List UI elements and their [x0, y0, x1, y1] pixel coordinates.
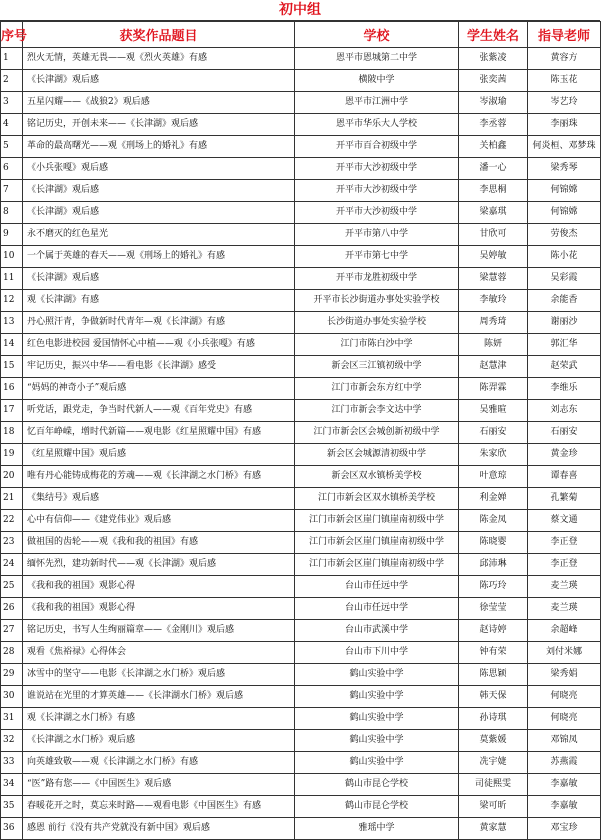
header-work: 获奖作品题目	[23, 22, 295, 48]
student-name: 梁慧蓉	[459, 268, 528, 290]
table-row	[1, 422, 601, 444]
school-name: 江门市新会区会城创新初级中学	[295, 422, 459, 444]
student-name: 徐莹莹	[459, 598, 528, 620]
student-name: 梁可昕	[459, 796, 528, 818]
table-body	[1, 48, 601, 840]
student-name: 吴雅暄	[459, 400, 528, 422]
header-school: 学校	[295, 22, 459, 48]
work-title: 一个属于英雄的春天——观《刑场上的婚礼》有感	[23, 246, 295, 268]
header-row	[1, 22, 601, 48]
school-name: 江门市新会区崖门镇崖南初级中学	[295, 510, 459, 532]
teacher-name: 李维乐	[528, 378, 601, 400]
table-row	[1, 466, 601, 488]
table-row	[1, 378, 601, 400]
table-row	[1, 576, 601, 598]
work-title: 唯有丹心能铸成梅花的芳魂——观《长津湖之水门桥》有感	[23, 466, 295, 488]
teacher-name: 麦兰瑛	[528, 598, 601, 620]
table-row	[1, 400, 601, 422]
teacher-name: 李嘉敏	[528, 774, 601, 796]
school-name: 开平市大沙初级中学	[295, 202, 459, 224]
school-name: 开平市大沙初级中学	[295, 158, 459, 180]
row-number: 32	[1, 730, 23, 752]
student-name: 赵诗婷	[459, 620, 528, 642]
work-title: 《我和我的祖国》观影心得	[23, 598, 295, 620]
row-number: 9	[1, 224, 23, 246]
student-name: 利金婵	[459, 488, 528, 510]
school-name: 台山市任远中学	[295, 576, 459, 598]
student-name: 黄家慧	[459, 818, 528, 840]
teacher-name: 刘付米娜	[528, 642, 601, 664]
row-number: 22	[1, 510, 23, 532]
work-title: 做祖国的齿轮——观《我和我的祖国》有感	[23, 532, 295, 554]
teacher-name: 何锦嫦	[528, 202, 601, 224]
student-name: 张紫凌	[459, 48, 528, 70]
work-title: 春暖花开之时，莫忘来时路——观看电影《中国医生》有感	[23, 796, 295, 818]
table-row	[1, 158, 601, 180]
row-number: 16	[1, 378, 23, 400]
school-name: 长沙街道办事处实验学校	[295, 312, 459, 334]
row-number: 15	[1, 356, 23, 378]
teacher-name: 余能香	[528, 290, 601, 312]
teacher-name: 陈小花	[528, 246, 601, 268]
work-title: 听党话，跟党走，争当时代新人——观《百年党史》有感	[23, 400, 295, 422]
student-name: 周秀琦	[459, 312, 528, 334]
student-name: 陈金凤	[459, 510, 528, 532]
header-no: 序号	[1, 22, 23, 48]
teacher-name: 余超峰	[528, 620, 601, 642]
work-title: 缅怀先烈，建功新时代——观《长津湖》观后感	[23, 554, 295, 576]
row-number: 33	[1, 752, 23, 774]
student-name: 冼宇婕	[459, 752, 528, 774]
work-title: 感恩 前行《没有共产党就没有新中国》观后感	[23, 818, 295, 840]
work-title: 铭记历史，开创未来——《长津湖》观后感	[23, 114, 295, 136]
work-title: 革命的最高曙光——观《刑场上的婚礼》有感	[23, 136, 295, 158]
row-number: 31	[1, 708, 23, 730]
student-name: 潘一心	[459, 158, 528, 180]
school-name: 恩平市恩城第二中学	[295, 48, 459, 70]
table-row	[1, 598, 601, 620]
award-table	[0, 21, 601, 840]
work-title: “妈妈的神奇小子”观后感	[23, 378, 295, 400]
student-name: 陈妍	[459, 334, 528, 356]
table-row	[1, 510, 601, 532]
teacher-name: 孔繁菊	[528, 488, 601, 510]
row-number: 18	[1, 422, 23, 444]
teacher-name: 岑艺玲	[528, 92, 601, 114]
row-number: 10	[1, 246, 23, 268]
work-title: 永不磨灭的红色星光	[23, 224, 295, 246]
work-title: 铭记历史，书写人生绚丽篇章——《金刚川》观后感	[23, 620, 295, 642]
table-row	[1, 488, 601, 510]
school-name: 恩平市江洲中学	[295, 92, 459, 114]
row-number: 27	[1, 620, 23, 642]
table-row	[1, 620, 601, 642]
table-row	[1, 752, 601, 774]
student-name: 赵慧津	[459, 356, 528, 378]
school-name: 鹤山市昆仑学校	[295, 774, 459, 796]
teacher-name: 李正登	[528, 554, 601, 576]
teacher-name: 邓锦凤	[528, 730, 601, 752]
teacher-name: 吴彩霞	[528, 268, 601, 290]
school-name: 江门市新会区崖门镇崖南初级中学	[295, 532, 459, 554]
row-number: 19	[1, 444, 23, 466]
work-title: 《小兵张嘎》观后感	[23, 158, 295, 180]
student-name: 李敏玲	[459, 290, 528, 312]
school-name: 开平市第八中学	[295, 224, 459, 246]
work-title: 忆百年峥嵘，增时代新篇——观电影《红星照耀中国》有感	[23, 422, 295, 444]
school-name: 开平市大沙初级中学	[295, 180, 459, 202]
table-row	[1, 334, 601, 356]
table-row	[1, 730, 601, 752]
work-title: 红色电影进校园 爱国情怀心中植——观《小兵张嘎》有感	[23, 334, 295, 356]
student-name: 司徒熙雯	[459, 774, 528, 796]
school-name: 鹤山实验中学	[295, 664, 459, 686]
work-title: 牢记历史，振兴中华——看电影《长津湖》感受	[23, 356, 295, 378]
table-row	[1, 92, 601, 114]
student-name: 陈羿霖	[459, 378, 528, 400]
table-row	[1, 356, 601, 378]
student-name: 石丽安	[459, 422, 528, 444]
work-title: 向英雄致敬——观《长津湖之水门桥》有感	[23, 752, 295, 774]
school-name: 新会区会城源清初级中学	[295, 444, 459, 466]
student-name: 朱家欣	[459, 444, 528, 466]
row-number: 11	[1, 268, 23, 290]
teacher-name: 邓宝珍	[528, 818, 601, 840]
school-name: 鹤山实验中学	[295, 708, 459, 730]
student-name: 李丞蓉	[459, 114, 528, 136]
row-number: 36	[1, 818, 23, 840]
row-number: 20	[1, 466, 23, 488]
table-row	[1, 290, 601, 312]
work-title: “医”路有您——《中国医生》观后感	[23, 774, 295, 796]
work-title: 观《长津湖》有感	[23, 290, 295, 312]
table-row	[1, 224, 601, 246]
student-name: 岑淑瑜	[459, 92, 528, 114]
student-name: 邱沛琳	[459, 554, 528, 576]
school-name: 开平市长沙街道办事处实验学校	[295, 290, 459, 312]
row-number: 17	[1, 400, 23, 422]
table-row	[1, 180, 601, 202]
school-name: 雅瑶中学	[295, 818, 459, 840]
student-name: 梁嘉琪	[459, 202, 528, 224]
student-name: 陈思颖	[459, 664, 528, 686]
school-name: 江门市陈白沙中学	[295, 334, 459, 356]
row-number: 29	[1, 664, 23, 686]
table-row	[1, 686, 601, 708]
work-title: 谁说站在光里的才算英雄——《长津湖水门桥》观后感	[23, 686, 295, 708]
table-row	[1, 202, 601, 224]
school-name: 台山市武溪中学	[295, 620, 459, 642]
school-name: 江门市新会区双水镇桥美学校	[295, 488, 459, 510]
student-name: 关柏鑫	[459, 136, 528, 158]
student-name: 钟有荣	[459, 642, 528, 664]
table-row	[1, 48, 601, 70]
school-name: 新会区三江镇初级中学	[295, 356, 459, 378]
work-title: 《长津湖》观后感	[23, 70, 295, 92]
table-row	[1, 312, 601, 334]
teacher-name: 郭汇华	[528, 334, 601, 356]
teacher-name: 梁秀娟	[528, 664, 601, 686]
row-number: 25	[1, 576, 23, 598]
row-number: 24	[1, 554, 23, 576]
row-number: 7	[1, 180, 23, 202]
student-name: 叶意琼	[459, 466, 528, 488]
teacher-name: 黄容方	[528, 48, 601, 70]
table-row	[1, 136, 601, 158]
table-row	[1, 554, 601, 576]
teacher-name: 谢丽沙	[528, 312, 601, 334]
student-name: 吴婷敏	[459, 246, 528, 268]
student-name: 陈晓婴	[459, 532, 528, 554]
table-row	[1, 70, 601, 92]
work-title: 《长津湖之水门桥》观后感	[23, 730, 295, 752]
work-title: 《长津湖》观后感	[23, 202, 295, 224]
table-row	[1, 774, 601, 796]
teacher-name: 劳俊杰	[528, 224, 601, 246]
table-row	[1, 114, 601, 136]
row-number: 13	[1, 312, 23, 334]
work-title: 观看《焦裕禄》心得体会	[23, 642, 295, 664]
work-title: 丹心照汗青，争做新时代青年—观《长津湖》有感	[23, 312, 295, 334]
school-name: 鹤山市昆仑学校	[295, 796, 459, 818]
row-number: 8	[1, 202, 23, 224]
student-name: 张奕茜	[459, 70, 528, 92]
row-number: 23	[1, 532, 23, 554]
work-title: 《长津湖》观后感	[23, 180, 295, 202]
teacher-name: 黄金珍	[528, 444, 601, 466]
work-title: 《长津湖》观后感	[23, 268, 295, 290]
teacher-name: 陈玉花	[528, 70, 601, 92]
work-title: 《我和我的祖国》观影心得	[23, 576, 295, 598]
row-number: 26	[1, 598, 23, 620]
row-number: 4	[1, 114, 23, 136]
student-name: 甘欣可	[459, 224, 528, 246]
school-name: 横陂中学	[295, 70, 459, 92]
teacher-name: 蔡文通	[528, 510, 601, 532]
teacher-name: 苏燕霞	[528, 752, 601, 774]
school-name: 台山市任远中学	[295, 598, 459, 620]
school-name: 开平市龙胜初级中学	[295, 268, 459, 290]
table-row	[1, 642, 601, 664]
row-number: 30	[1, 686, 23, 708]
work-title: 烈火无情，英雄无畏——观《烈火英雄》有感	[23, 48, 295, 70]
row-number: 1	[1, 48, 23, 70]
work-title: 《集结号》观后感	[23, 488, 295, 510]
school-name: 开平市百合初级中学	[295, 136, 459, 158]
row-number: 35	[1, 796, 23, 818]
student-name: 韩天保	[459, 686, 528, 708]
table-row	[1, 246, 601, 268]
work-title: 心中有信仰——《建党伟业》观后感	[23, 510, 295, 532]
teacher-name: 赵荣武	[528, 356, 601, 378]
table-row	[1, 532, 601, 554]
teacher-name: 刘志东	[528, 400, 601, 422]
student-name: 陈巧玲	[459, 576, 528, 598]
school-name: 江门市新会区崖门镇崖南初级中学	[295, 554, 459, 576]
work-title: 冰雪中的坚守——电影《长津湖之水门桥》观后感	[23, 664, 295, 686]
teacher-name: 石丽安	[528, 422, 601, 444]
school-name: 开平市第七中学	[295, 246, 459, 268]
row-number: 3	[1, 92, 23, 114]
teacher-name: 谭春喜	[528, 466, 601, 488]
row-number: 21	[1, 488, 23, 510]
school-name: 台山市下川中学	[295, 642, 459, 664]
school-name: 江门市新会李文达中学	[295, 400, 459, 422]
teacher-name: 麦兰瑛	[528, 576, 601, 598]
table-row	[1, 444, 601, 466]
table-row	[1, 818, 601, 840]
row-number: 12	[1, 290, 23, 312]
teacher-name: 李丽珠	[528, 114, 601, 136]
row-number: 6	[1, 158, 23, 180]
group-title: 初中组	[0, 0, 600, 21]
header-student: 学生姓名	[459, 22, 528, 48]
row-number: 5	[1, 136, 23, 158]
teacher-name: 何炎桓、邓梦珠	[528, 136, 601, 158]
student-name: 莫紫媛	[459, 730, 528, 752]
table-row	[1, 664, 601, 686]
teacher-name: 何锦嫦	[528, 180, 601, 202]
row-number: 34	[1, 774, 23, 796]
teacher-name: 何晓亮	[528, 686, 601, 708]
work-title: 五星闪耀——《战狼2》观后感	[23, 92, 295, 114]
student-name: 孙诗琪	[459, 708, 528, 730]
teacher-name: 李正登	[528, 532, 601, 554]
table-row	[1, 796, 601, 818]
school-name: 鹤山实验中学	[295, 752, 459, 774]
row-number: 2	[1, 70, 23, 92]
table-row	[1, 268, 601, 290]
school-name: 江门市新会东方红中学	[295, 378, 459, 400]
school-name: 鹤山实验中学	[295, 730, 459, 752]
student-name: 李思桐	[459, 180, 528, 202]
school-name: 恩平市华乐大人学校	[295, 114, 459, 136]
school-name: 新会区双水镇桥美学校	[295, 466, 459, 488]
teacher-name: 何晓亮	[528, 708, 601, 730]
work-title: 《红星照耀中国》观后感	[23, 444, 295, 466]
table-row	[1, 708, 601, 730]
teacher-name: 梁秀琴	[528, 158, 601, 180]
school-name: 鹤山实验中学	[295, 686, 459, 708]
work-title: 观《长津湖之水门桥》有感	[23, 708, 295, 730]
row-number: 14	[1, 334, 23, 356]
row-number: 28	[1, 642, 23, 664]
teacher-name: 李嘉敏	[528, 796, 601, 818]
header-teacher: 指导老师	[528, 22, 601, 48]
